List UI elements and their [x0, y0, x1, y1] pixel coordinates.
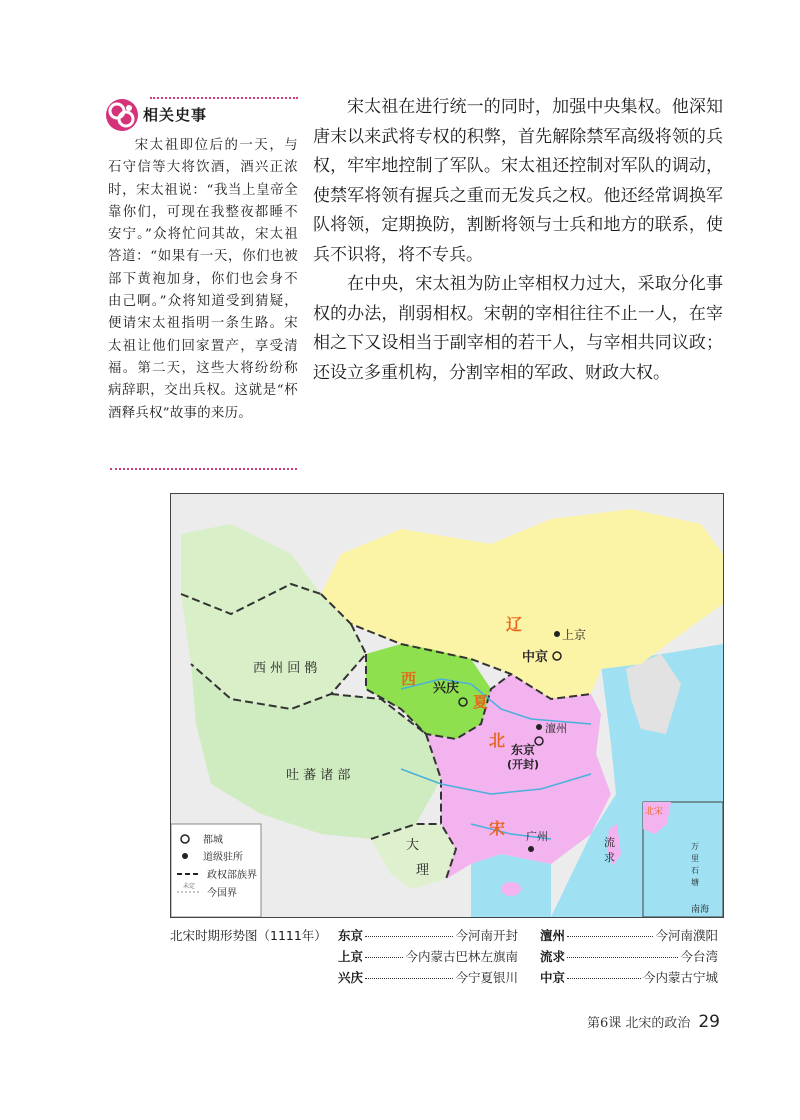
sidebar-top-rule [150, 97, 298, 99]
caption-entry [540, 947, 718, 965]
shangjing-marker [554, 631, 560, 637]
sidebar-title: 相关史事 [143, 106, 208, 124]
inset-label-li: 里 [691, 854, 699, 863]
label-liuqiu-2: 求 [604, 851, 615, 864]
caption-entry [540, 968, 718, 986]
city-kaifeng: (开封) [507, 758, 540, 771]
chanzhou-marker [536, 724, 542, 730]
inset-label-wan: 万 [691, 842, 699, 851]
inset-northern-song: 北宋 [645, 807, 664, 817]
lesson-title: 第6课 北宋的政治 [586, 1016, 691, 1031]
map-legend [171, 824, 261, 917]
caption-leader [567, 957, 678, 958]
page-number: 29 [698, 1012, 720, 1032]
label-xizhou: 西 州 回 鹘 [253, 661, 318, 676]
caption-entry [338, 947, 518, 965]
northern-song-map [170, 493, 724, 918]
caption-name: 流求 [540, 949, 566, 964]
inset-title: 南海 [691, 905, 710, 915]
city-guangzhou: 广州 [526, 830, 548, 843]
caption-entry [338, 926, 518, 944]
caption-name: 中京 [540, 970, 566, 985]
label-tubo: 吐 蕃 诸 部 [286, 768, 351, 783]
caption-leader [365, 936, 453, 937]
caption-leader [567, 978, 641, 979]
caption-name: 兴庆 [338, 970, 364, 985]
caption-title: 北宋时期形势图（1111年） [170, 928, 327, 943]
caption-name: 东京 [338, 928, 364, 943]
inset-label-tang: 塘 [691, 878, 699, 887]
city-zhongjing: 中京 [522, 650, 549, 665]
label-bei: 北 [489, 731, 506, 750]
caption-leader [567, 936, 653, 937]
caption-entry [540, 926, 718, 944]
page-footer [587, 1012, 720, 1032]
caption-value: 今河南濮阳 [655, 928, 718, 943]
label-liuqiu-1: 流 [604, 836, 615, 849]
city-dongjing: 东京 [511, 743, 536, 757]
caption-leader [365, 957, 403, 958]
city-shangjing: 上京 [562, 628, 587, 642]
legend-circuit: 道级驻所 [203, 852, 243, 863]
caption-name: 澶州 [540, 928, 566, 943]
caption-value: 今河南开封 [455, 928, 518, 943]
hainan-island [501, 882, 521, 896]
caption-leader [365, 978, 453, 979]
label-song: 宋 [489, 819, 506, 838]
legend-modern-mark: 未定 [183, 883, 196, 890]
city-xingqing: 兴庆 [433, 681, 460, 696]
paragraph-2: 在中央，宋太祖为防止宰相权力过大，采取分化事权的办法，削弱相权。宋朝的宰相往往不止一人，在宰相之下又设相当于副宰相的若干人，与宰相共同议政；还设立多重机构，分割宰相的军政、财政大权。 [313, 274, 723, 383]
label-dali-1: 大 [406, 838, 420, 853]
sidebar-body: 宋太祖即位后的一天，与石守信等大将饮酒，酒兴正浓时，宋太祖说：“我当上皇帝全靠你们，可现在我整夜都睡不安宁。”众将忙问其故，宋太祖答道：“如果有一天，你们也被部下黄袍加身，你们也会身不由己啊。”众将知道受到猜疑，便请宋太祖指明一条生路。宋太祖让他们回家置产，享受清福。第二天，这些大将纷纷称病辞职，交出兵权。这就是“杯酒释兵权”故事的来历。 [108, 138, 298, 421]
city-chanzhou: 澶州 [545, 722, 567, 735]
related-history-badge-icon [105, 98, 139, 132]
label-dali-2: 理 [416, 863, 430, 878]
main-body [313, 93, 723, 388]
caption-entry [338, 968, 518, 986]
caption-value: 今内蒙古巴林左旗南 [405, 949, 518, 964]
legend-circuit-icon [182, 853, 188, 859]
legend-capital: 都城 [203, 835, 223, 846]
caption-value: 今台湾 [680, 949, 718, 964]
map-svg [171, 494, 723, 917]
inset-label-shi: 石 [691, 866, 699, 875]
caption-value: 今内蒙古宁城 [642, 970, 718, 985]
legend-modern: 今国界 [207, 888, 237, 899]
label-liao: 辽 [506, 615, 523, 634]
label-xia: 夏 [473, 693, 489, 711]
sidebar-bottom-rule [110, 468, 297, 470]
caption-value: 今宁夏银川 [455, 970, 518, 985]
legend-border: 政权部族界 [207, 870, 257, 881]
caption-name: 上京 [338, 949, 364, 964]
south-sea-inset [643, 802, 723, 917]
guangzhou-marker [528, 846, 534, 852]
label-xi: 西 [401, 670, 417, 688]
paragraph-1: 宋太祖在进行统一的同时，加强中央集权。他深知唐末以来武将专权的积弊，首先解除禁军高级将领的兵权，牢牢地控制了军队。宋太祖还控制对军队的调动，使禁军将领有握兵之重而无发兵之权。他还经常调换军队将领，定期换防，割断将领与士兵和地方的联系，使兵不识将，将不专兵。 [313, 97, 723, 265]
